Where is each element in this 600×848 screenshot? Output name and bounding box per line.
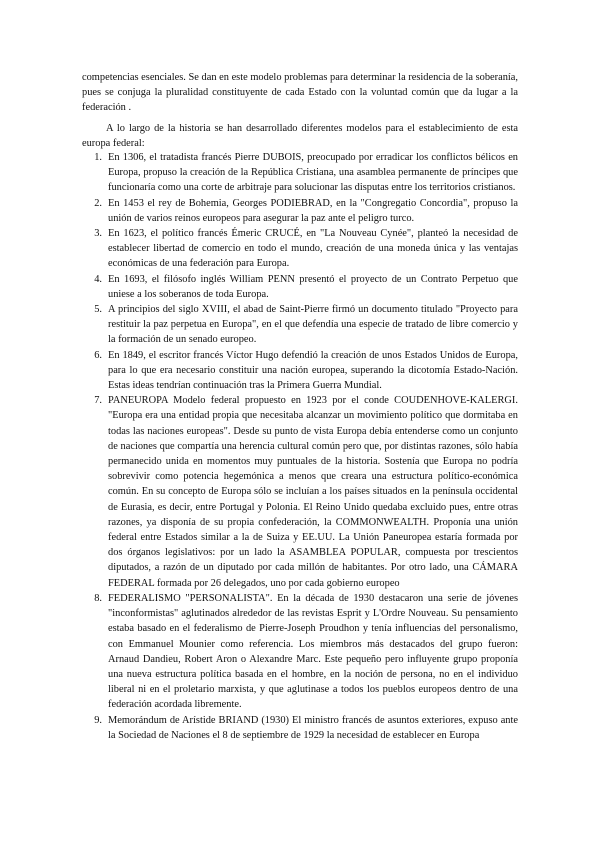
federal-models-list — [82, 150, 518, 743]
list-item — [82, 272, 518, 302]
list-item-text: En 1849, el escritor francés Víctor Hugo defendió la creación de unos Estados Unidos de Europa, para lo que era necesario constituir una nación europea, superando la dicotomía Estado-Nación. Estas ideas tendrían continuación tras la Primera Guerra Mundial. — [108, 349, 518, 392]
list-item — [82, 348, 518, 394]
list-item-text: A principios del siglo XVIII, el abad de Saint-Pierre firmó un documento titulado "Proyecto para restituir la paz perpetua en Europa", en el que defendía una especie de tratado de libre comercio y la formación de un senado europeo. — [108, 304, 518, 346]
list-item — [82, 150, 518, 196]
list-item-number: 2. — [94, 197, 102, 209]
list-item — [82, 196, 518, 226]
list-item-number: 9. — [94, 714, 102, 726]
intro-paragraph: competencias esenciales. Se dan en este modelo problemas para determinar la residencia de la soberanía, pues se conjuga la pluralidad constituyente de cada Estado con la voluntad común que da lugar a la federación . — [82, 72, 518, 114]
list-item — [82, 393, 518, 591]
list-item-text: FEDERALISMO "PERSONALISTA". En la década de 1930 destacaron una serie de jóvenes "inconformistas" aglutinados alrededor de las revistas Esprit y L'Ordre Nouveau. Su pensamiento estaba basado en el federalismo de Pierre-Joseph Proudhon y tenía influencias del personalismo, con Emmanuel Mounier como referencia. Los miembros más destacados del grupo fueron: Arnaud Dandieu, Robert Aron o Alexandre Marc. Este pequeño pero influyente grupo proponía una nueva estructura política basada en el hombre, en la noción de persona, no en el individuo liberal ni en el proletario marxista, y que aglutinase a todos los pueblos europeos dentro de una federación acordada libremente. — [108, 592, 518, 711]
list-item-text: En 1306, el tratadista francés Pierre DUBOIS, preocupado por erradicar los conflictos bélicos en Europa, propuso la creación de la República Cristiana, una asamblea permanente de príncipes que funcionaría como una corte de arbitraje para solucionar las disputas entre los territorios cristianos. — [108, 152, 518, 194]
list-item-number: 4. — [94, 273, 102, 285]
list-item-text: En 1693, el filósofo inglés William PENN presentó el proyecto de un Contrato Perpetuo que uniese a los soberanos de toda Europa. — [108, 273, 518, 300]
list-item — [82, 713, 518, 743]
list-item-text: PANEUROPA Modelo federal propuesto en 1923 por el conde COUDENHOVE-KALERGI. "Europa era una entidad propia que necesitaba alcanzar un movimiento político que dormitaba en todas las naciones europeas". Desde su punto de vista Europa debía entenderse como un conjunto de naciones que compartía una herencia cultural común pero que, por distintas razones, sólo había permanecido unida en momentos muy puntuales de la historia. Sostenía que Europa no podría sobrevivir como potencia hegemónica a menos que creara una estructura político-económica común. En su concepto de Europa sólo se incluían a los países situados en la península occidental de Eurasia, es decir, entre Portugal y Polonia. El Reino Unido quedaba excluido pues, entre otras razones, ya disponía de su propia confederación, la COMMONWEALTH. Proponía una unión federal entre Estados similar a la de Suiza y EE.UU. La Unión Paneuropea estaría formada por dos órganos legislativos: por un lado la ASAMBLEA POPULAR, compuesta por trescientos diputados, a razón de un diputado por cada millón de habitantes. Por otro lado, una CÁMARA FEDERAL formada por 26 delegados, uno por cada gobierno europeo — [108, 395, 518, 589]
list-item-number: 5. — [94, 304, 102, 316]
list-item-text: Memorándum de Arístide BRIAND (1930) El ministro francés de asuntos exteriores, expuso ante la Sociedad de Naciones el 8 de septiembre de 1929 la necesidad de establecer en Europa — [108, 714, 518, 741]
lead-paragraph: A lo largo de la historia se han desarrollado diferentes modelos para el establecimiento de esta europa federal: — [82, 123, 518, 150]
list-item — [82, 591, 518, 713]
list-item-text: En 1623, el político francés Émeric CRUCÉ, en "La Nouveau Cynée", planteó la necesidad de establecer libertad de comercio en todo el mundo, creación de una moneda única y las ventajas económicas de una federación para Europa. — [108, 228, 518, 270]
list-item-number: 6. — [94, 349, 102, 361]
list-item-text: En 1453 el rey de Bohemia, Georges PODIEBRAD, en la "Congregatio Concordia", propuso la unión de varios reinos europeos para asegurar la paz ante el peligro turco. — [108, 197, 518, 224]
list-item — [82, 226, 518, 272]
list-item-number: 8. — [94, 592, 102, 604]
list-item — [82, 302, 518, 348]
list-item-number: 1. — [94, 152, 102, 163]
list-item-number: 3. — [94, 228, 102, 240]
list-item-number: 7. — [94, 395, 102, 407]
